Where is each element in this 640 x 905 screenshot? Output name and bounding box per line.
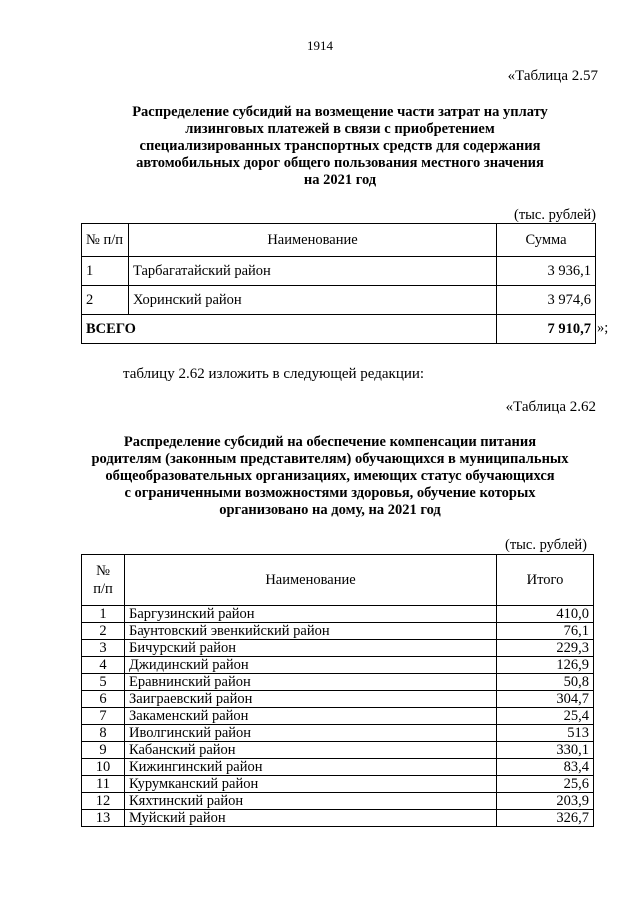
header-sum: Итого (497, 555, 594, 606)
row-name: Заиграевский район (125, 691, 497, 708)
row-num: 8 (82, 725, 125, 742)
row-num: 4 (82, 657, 125, 674)
row-name: Баунтовский эвенкийский район (125, 623, 497, 640)
total-row (82, 315, 596, 344)
table-row (82, 810, 594, 827)
row-name: Закаменский район (125, 708, 497, 725)
row-name: Джидинский район (125, 657, 497, 674)
row-num: 3 (82, 640, 125, 657)
header-num (82, 555, 125, 606)
row-sum: 50,8 (497, 674, 594, 691)
header-num-line: № (96, 563, 110, 579)
table-header-row (82, 555, 594, 606)
row-num: 6 (82, 691, 125, 708)
header-num-line: п/п (93, 581, 113, 597)
row-num: 5 (82, 674, 125, 691)
row-sum: 203,9 (497, 793, 594, 810)
table-row (82, 759, 594, 776)
title-line: автомобильных дорог общего пользования местного значения (136, 155, 544, 171)
table-row (82, 606, 594, 623)
title-line: на 2021 год (303, 172, 377, 188)
title-line: Распределение субсидий на обеспечение компенсации питания (123, 434, 537, 450)
row-name: Еравнинский район (125, 674, 497, 691)
row-sum: 229,3 (497, 640, 594, 657)
header-num: № п/п (82, 224, 129, 257)
subsidy-table-2-62 (81, 554, 594, 827)
table-row (82, 691, 594, 708)
table-row (82, 776, 594, 793)
row-sum: 330,1 (497, 742, 594, 759)
row-sum: 25,4 (497, 708, 594, 725)
table-row (82, 657, 594, 674)
header-sum: Сумма (497, 224, 596, 257)
row-name: Баргузинский район (125, 606, 497, 623)
title-line: с ограниченными возможностями здоровья, обучение которых (124, 485, 536, 501)
table-row (82, 640, 594, 657)
row-num: 11 (82, 776, 125, 793)
row-num: 2 (82, 286, 129, 315)
row-sum: 513 (497, 725, 594, 742)
closing-quote: »; (597, 320, 609, 336)
total-label: ВСЕГО (82, 315, 497, 344)
row-num: 1 (82, 257, 129, 286)
row-name: Хоринский район (129, 286, 497, 315)
table-row (82, 793, 594, 810)
table-header-row (82, 224, 596, 257)
row-name: Иволгинский район (125, 725, 497, 742)
row-sum: 76,1 (497, 623, 594, 640)
row-num: 1 (82, 606, 125, 623)
title-line: общеобразовательных организациях, имеющих статус обучающихся (105, 468, 555, 484)
page-number: 1914 (307, 38, 333, 53)
subsidy-table-2-57 (81, 223, 596, 344)
row-name: Кяхтинский район (125, 793, 497, 810)
row-sum: 326,7 (497, 810, 594, 827)
row-sum: 126,9 (497, 657, 594, 674)
table-2-57-title (100, 104, 580, 189)
total-value: 7 910,7 (497, 315, 596, 344)
table-row (82, 286, 596, 315)
table-row (82, 623, 594, 640)
row-num: 10 (82, 759, 125, 776)
row-name: Бичурский район (125, 640, 497, 657)
title-line: специализированных транспортных средств для содержания (139, 138, 541, 154)
table-row (82, 725, 594, 742)
header-name: Наименование (125, 555, 497, 606)
row-num: 13 (82, 810, 125, 827)
row-sum: 304,7 (497, 691, 594, 708)
row-sum: 3 974,6 (497, 286, 596, 315)
row-num: 2 (82, 623, 125, 640)
table-row (82, 674, 594, 691)
title-line: лизинговых платежей в связи с приобретением (185, 121, 495, 137)
row-name: Муйский район (125, 810, 497, 827)
header-name: Наименование (129, 224, 497, 257)
instruction-text: таблицу 2.62 изложить в следующей редакции: (123, 366, 425, 382)
table-label-2-57: «Таблица 2.57 (507, 68, 598, 84)
row-sum: 83,4 (497, 759, 594, 776)
row-sum: 3 936,1 (497, 257, 596, 286)
title-line: Распределение субсидий на возмещение части затрат на уплату (132, 104, 548, 120)
row-name: Кабанский район (125, 742, 497, 759)
row-name: Тарбагатайский район (129, 257, 497, 286)
row-num: 7 (82, 708, 125, 725)
table-row (82, 708, 594, 725)
table-label-2-62: «Таблица 2.62 (505, 399, 596, 415)
unit-label: (тыс. рублей) (514, 207, 596, 223)
row-sum: 410,0 (497, 606, 594, 623)
row-name: Курумканский район (125, 776, 497, 793)
table-row (82, 742, 594, 759)
row-name: Кижингинский район (125, 759, 497, 776)
row-num: 9 (82, 742, 125, 759)
table-row (82, 257, 596, 286)
row-num: 12 (82, 793, 125, 810)
unit-label: (тыс. рублей) (505, 537, 587, 553)
row-sum: 25,6 (497, 776, 594, 793)
title-line: организовано на дому, на 2021 год (219, 502, 441, 518)
table-2-62-title (70, 434, 590, 519)
title-line: родителям (законным представителям) обучающихся в муниципальных (91, 451, 569, 467)
